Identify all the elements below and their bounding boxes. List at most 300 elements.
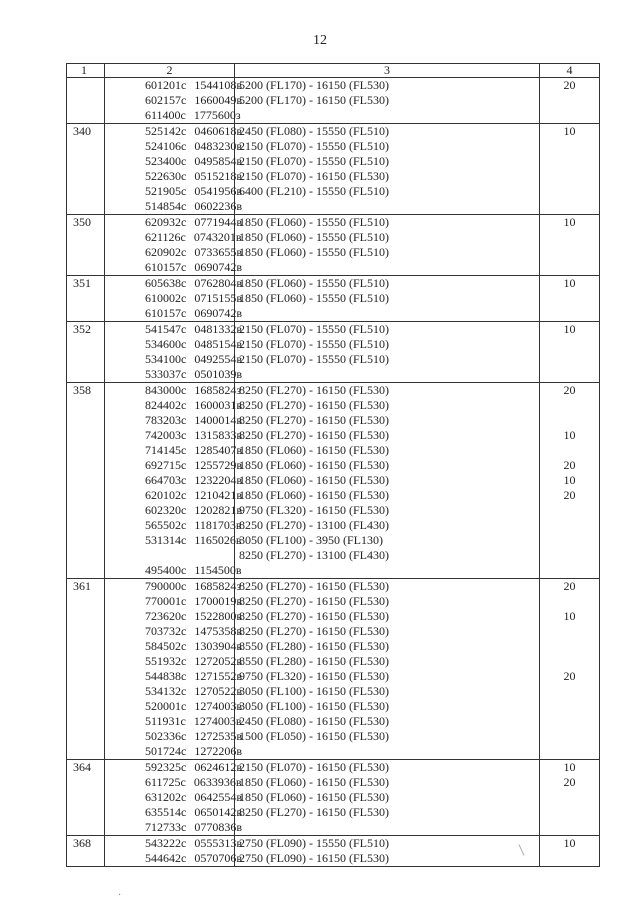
value — [540, 169, 599, 184]
latitude: 524106с — [145, 139, 187, 153]
altitude-range-cell — [235, 579, 540, 760]
longitude: 1685824з — [194, 383, 242, 397]
altitude-range: 1850 (FL060) - 15550 (FL510) — [239, 245, 389, 259]
value — [540, 548, 599, 563]
longitude: 0633936в — [193, 775, 242, 789]
altitude-range — [235, 260, 539, 275]
coordinate-line — [105, 184, 242, 199]
latitude: 712733с — [145, 820, 187, 834]
altitude-range — [235, 367, 539, 382]
coordinate-line — [105, 548, 234, 563]
longitude: 1285407в — [194, 443, 242, 457]
coordinates-cell — [105, 579, 242, 760]
altitude-range-cell — [235, 215, 540, 276]
coordinate-line — [105, 669, 242, 684]
value: 20 — [563, 458, 576, 472]
latitude: 790000с — [145, 579, 187, 593]
longitude: 0570706в — [194, 851, 242, 865]
coordinate-line — [105, 714, 242, 729]
altitude-range — [235, 199, 539, 214]
value: 20 — [563, 78, 576, 92]
value: 20 — [563, 669, 576, 683]
coordinate-line — [105, 820, 242, 835]
coordinate-line — [105, 579, 242, 594]
altitude-range: 1850 (FL060) - 15550 (FL510) — [239, 291, 389, 305]
altitude-range — [235, 820, 539, 835]
coordinate-line — [105, 609, 242, 624]
group-number-cell — [67, 579, 105, 760]
group-number: 358 — [73, 383, 91, 397]
coordinates-cell — [105, 78, 242, 124]
altitude-range — [235, 108, 539, 123]
coordinate-line — [105, 291, 242, 306]
altitude-range-cell — [235, 836, 540, 867]
value — [540, 93, 599, 108]
coordinate-line — [105, 276, 242, 291]
longitude: 0495854в — [194, 154, 242, 168]
latitude: 520001с — [145, 699, 187, 713]
latitude: 692715с — [145, 458, 187, 472]
longitude: 0501039в — [194, 367, 242, 381]
coordinate-line — [105, 413, 242, 428]
value: 20 — [563, 579, 576, 593]
coordinate-line — [105, 215, 242, 230]
altitude-range: 5200 (FL170) - 16150 (FL530) — [239, 93, 389, 107]
altitude-range: 2750 (FL090) - 16150 (FL530) — [239, 851, 389, 865]
table-row — [67, 579, 600, 760]
altitude-range: 8550 (FL280) - 16150 (FL530) — [239, 654, 389, 668]
value — [540, 684, 599, 699]
latitude: 501724с — [145, 744, 187, 758]
altitude-range: 1850 (FL060) - 16150 (FL530) — [239, 458, 389, 472]
latitude: 602320с — [145, 503, 187, 517]
coordinate-line — [105, 322, 242, 337]
longitude: 0715155в — [194, 291, 242, 305]
longitude: 0485154в — [194, 337, 242, 351]
coordinates-cell — [105, 836, 242, 867]
longitude: 0771944в — [194, 215, 242, 229]
latitude: 551932с — [145, 654, 187, 668]
longitude: 1274003в — [193, 714, 242, 728]
table-row — [67, 383, 600, 579]
value — [540, 790, 599, 805]
stray-dot: · — [118, 890, 122, 901]
longitude: 0690742в — [194, 306, 242, 320]
altitude-range: 1850 (FL060) - 16150 (FL530) — [239, 488, 389, 502]
value — [540, 139, 599, 154]
longitude: 1600031в — [194, 398, 242, 412]
latitude: 531314с — [145, 533, 187, 547]
group-number-cell — [67, 836, 105, 867]
longitude: 0743201в — [193, 230, 242, 244]
value: 10 — [563, 215, 576, 229]
latitude: 533037с — [145, 367, 187, 381]
group-number-cell — [67, 322, 105, 383]
group-number-cell — [67, 215, 105, 276]
latitude: 522630с — [145, 169, 187, 183]
latitude: 620902с — [145, 245, 187, 259]
altitude-range-cell — [235, 276, 540, 322]
coordinate-line — [105, 139, 242, 154]
value — [540, 594, 599, 609]
coordinate-line — [105, 699, 242, 714]
coordinates-cell — [105, 760, 242, 836]
altitude-range: 1500 (FL050) - 16150 (FL530) — [239, 729, 389, 743]
altitude-range: 8250 (FL270) - 16150 (FL530) — [239, 383, 389, 397]
longitude: 0733655в — [194, 245, 242, 259]
value — [540, 744, 599, 759]
altitude-range: 1850 (FL060) - 16150 (FL530) — [239, 775, 389, 789]
latitude: 611725с — [145, 775, 186, 789]
group-number: 352 — [73, 322, 91, 336]
coordinate-line — [105, 260, 242, 275]
latitude: 525142с — [145, 124, 187, 138]
longitude: 1522800в — [194, 609, 242, 623]
longitude: 1475358в — [194, 624, 242, 638]
longitude: 0642554в — [194, 790, 242, 804]
value — [540, 624, 599, 639]
latitude: 544838с — [145, 669, 187, 683]
table-body — [67, 78, 600, 867]
value — [540, 639, 599, 654]
value — [540, 654, 599, 669]
coordinate-line — [105, 169, 242, 184]
altitude-range: 6400 (FL210) - 15550 (FL510) — [239, 184, 389, 198]
value — [540, 352, 599, 367]
altitude-range: 8250 (FL270) - 16150 (FL530) — [239, 428, 389, 442]
coordinates-cell — [105, 322, 242, 383]
group-number: 361 — [73, 579, 91, 593]
latitude: 610157с — [145, 306, 187, 320]
value — [540, 699, 599, 714]
table-row — [67, 322, 600, 383]
value — [540, 337, 599, 352]
points-table — [66, 63, 600, 867]
longitude: 0483230в — [194, 139, 242, 153]
altitude-range: 9750 (FL320) - 16150 (FL530) — [239, 503, 389, 517]
altitude-range-cell — [235, 383, 540, 579]
table-row — [67, 215, 600, 276]
header-col-4: 4 — [540, 64, 600, 78]
value: 10 — [563, 836, 576, 850]
group-number-cell — [67, 383, 105, 579]
altitude-range: 1850 (FL060) - 15550 (FL510) — [239, 215, 389, 229]
longitude: 1400014в — [194, 413, 242, 427]
value-cell — [540, 215, 600, 276]
coordinate-line — [105, 398, 242, 413]
altitude-range: 8250 (FL270) - 16150 (FL530) — [239, 398, 389, 412]
coordinate-line — [105, 790, 242, 805]
group-number — [67, 78, 104, 93]
longitude: 1202821в — [194, 503, 242, 517]
latitude: 565502с — [145, 518, 187, 532]
value: 20 — [563, 383, 576, 397]
coordinate-line — [105, 428, 242, 443]
latitude: 534132с — [145, 684, 187, 698]
latitude: 723620с — [145, 609, 187, 623]
altitude-range: 2150 (FL070) - 15550 (FL510) — [239, 139, 389, 153]
longitude: 1544108в — [194, 78, 242, 92]
table-row — [67, 78, 600, 124]
latitude: 584502с — [145, 639, 187, 653]
value — [540, 820, 599, 835]
altitude-range: 2150 (FL070) - 16150 (FL530) — [239, 760, 389, 774]
value: 10 — [563, 276, 576, 290]
altitude-range: 8250 (FL270) - 13100 (FL430) — [239, 548, 389, 562]
table-header-row — [67, 64, 600, 78]
longitude: 1232204в — [194, 473, 242, 487]
latitude: 631202с — [145, 790, 187, 804]
altitude-range: 3050 (FL100) - 16150 (FL530) — [239, 699, 389, 713]
longitude: 0770836в — [194, 820, 242, 834]
coordinate-line — [105, 503, 242, 518]
latitude: 664703с — [145, 473, 187, 487]
latitude: 703732с — [145, 624, 187, 638]
value: 10 — [563, 760, 576, 774]
coordinate-line — [105, 473, 242, 488]
coordinate-line — [105, 93, 242, 108]
coordinate-line — [105, 518, 242, 533]
value — [540, 184, 599, 199]
value — [540, 260, 599, 275]
altitude-range: 2150 (FL070) - 15550 (FL510) — [239, 154, 389, 168]
table-row — [67, 836, 600, 867]
coordinate-line — [105, 851, 242, 866]
group-number-cell — [67, 78, 105, 124]
altitude-range: 2750 (FL090) - 15550 (FL510) — [239, 836, 389, 850]
longitude: 0555313в — [194, 836, 242, 850]
coordinate-line — [105, 563, 242, 578]
header-col-2: 2 — [105, 64, 235, 78]
value — [540, 443, 599, 458]
latitude: 742003с — [145, 428, 187, 442]
value: 10 — [563, 428, 576, 442]
value-cell — [540, 836, 600, 867]
coordinate-line — [105, 729, 242, 744]
altitude-range: 8250 (FL270) - 16150 (FL530) — [239, 805, 389, 819]
coordinate-line — [105, 654, 242, 669]
altitude-range: 9750 (FL320) - 16150 (FL530) — [239, 669, 389, 683]
latitude: 770001с — [145, 594, 187, 608]
value: 20 — [563, 488, 576, 502]
value — [540, 367, 599, 382]
table-row — [67, 760, 600, 836]
altitude-range: 8250 (FL270) - 16150 (FL530) — [239, 594, 389, 608]
latitude: 621126с — [145, 230, 186, 244]
longitude: 1303904в — [194, 639, 242, 653]
latitude: 843000с — [145, 383, 187, 397]
altitude-range: 8550 (FL280) - 16150 (FL530) — [239, 639, 389, 653]
table-row — [67, 124, 600, 215]
altitude-range-cell — [235, 78, 540, 124]
longitude: 1274003в — [194, 699, 242, 713]
longitude: 1700019в — [194, 594, 242, 608]
altitude-range: 2450 (FL080) - 15550 (FL510) — [239, 124, 389, 138]
longitude: 1181703в — [194, 518, 242, 532]
coordinate-line — [105, 684, 242, 699]
latitude: 541547с — [145, 322, 187, 336]
value — [540, 291, 599, 306]
coordinate-line — [105, 624, 242, 639]
longitude: 0541956в — [194, 184, 242, 198]
coordinate-line — [105, 805, 242, 820]
value — [540, 398, 599, 413]
value — [540, 563, 599, 578]
latitude: 602157с — [145, 93, 187, 107]
latitude: 620932с — [145, 215, 187, 229]
coordinate-line — [105, 78, 242, 93]
altitude-range-cell — [235, 760, 540, 836]
value — [540, 851, 599, 866]
coordinates-cell — [105, 276, 242, 322]
altitude-range: 1850 (FL060) - 16150 (FL530) — [239, 443, 389, 457]
longitude: 0690742в — [194, 260, 242, 274]
longitude: 1775600з — [193, 108, 241, 122]
altitude-range — [235, 744, 539, 759]
page-number: 12 — [313, 33, 327, 48]
value — [540, 306, 599, 321]
value-cell — [540, 124, 600, 215]
value — [540, 518, 599, 533]
longitude: 1272052в — [194, 654, 242, 668]
latitude: 502336с — [145, 729, 187, 743]
coordinate-line — [105, 337, 242, 352]
longitude: 1154500в — [194, 563, 242, 577]
value — [540, 533, 599, 548]
coordinates-cell — [105, 383, 242, 579]
coordinate-line — [105, 230, 242, 245]
value-cell — [540, 383, 600, 579]
altitude-range: 8250 (FL270) - 16150 (FL530) — [239, 579, 389, 593]
coordinate-line — [105, 533, 242, 548]
group-number-cell — [67, 276, 105, 322]
longitude: 1165026в — [194, 533, 242, 547]
altitude-range: 3050 (FL100) - 16150 (FL530) — [239, 684, 389, 698]
coordinate-line — [105, 836, 242, 851]
longitude: 1271552в — [194, 669, 242, 683]
value-cell — [540, 760, 600, 836]
altitude-range: 8250 (FL270) - 16150 (FL530) — [239, 413, 389, 427]
longitude: 1210421в — [194, 488, 242, 502]
latitude: 611400с — [145, 108, 186, 122]
value: 10 — [563, 609, 576, 623]
altitude-range: 2450 (FL080) - 16150 (FL530) — [239, 714, 389, 728]
altitude-range: 1850 (FL060) - 16150 (FL530) — [239, 790, 389, 804]
coordinate-line — [105, 367, 242, 382]
longitude: 0492554в — [194, 352, 242, 366]
latitude: 824402с — [145, 398, 187, 412]
latitude: 543222с — [145, 836, 187, 850]
value — [540, 108, 599, 123]
value: 20 — [563, 775, 576, 789]
altitude-range: 1850 (FL060) - 15550 (FL510) — [239, 276, 389, 290]
latitude: 495400с — [145, 563, 187, 577]
coordinate-line — [105, 383, 242, 398]
coordinate-line — [105, 306, 242, 321]
altitude-range: 1850 (FL060) - 16150 (FL530) — [239, 473, 389, 487]
coordinate-line — [105, 108, 241, 123]
coordinate-line — [105, 488, 242, 503]
longitude: 0460618в — [194, 124, 242, 138]
value-cell — [540, 276, 600, 322]
altitude-range: 3050 (FL100) - 3950 (FL130) — [239, 533, 383, 547]
longitude: 1660049в — [194, 93, 242, 107]
value — [540, 413, 599, 428]
group-number: 351 — [73, 276, 91, 290]
coordinate-line — [105, 639, 242, 654]
longitude: 0515218в — [194, 169, 242, 183]
group-number: 368 — [73, 836, 91, 850]
value-cell — [540, 322, 600, 383]
latitude: 601201с — [145, 78, 187, 92]
value — [540, 154, 599, 169]
longitude: 0481332в — [194, 322, 242, 336]
longitude: 0624612в — [194, 760, 242, 774]
latitude: 714145с — [145, 443, 187, 457]
latitude: 783203с — [145, 413, 187, 427]
latitude: 514854с — [145, 199, 187, 213]
value-cell — [540, 78, 600, 124]
group-number: 340 — [73, 124, 91, 138]
altitude-range: 2150 (FL070) - 16150 (FL530) — [239, 169, 389, 183]
coordinate-line — [105, 124, 242, 139]
longitude: 1315833в — [194, 428, 242, 442]
longitude: 1270522в — [194, 684, 242, 698]
group-number: 350 — [73, 215, 91, 229]
group-number: 364 — [73, 760, 91, 774]
latitude: 523400с — [145, 154, 187, 168]
coordinates-cell — [105, 215, 242, 276]
group-number-cell — [67, 760, 105, 836]
coordinate-line — [105, 443, 242, 458]
altitude-range: 8250 (FL270) - 16150 (FL530) — [239, 624, 389, 638]
altitude-range-cell — [235, 322, 540, 383]
value — [540, 805, 599, 820]
value — [540, 199, 599, 214]
coordinate-line — [105, 760, 242, 775]
longitude: 1255729в — [194, 458, 242, 472]
latitude: 610002с — [145, 291, 187, 305]
latitude: 635514с — [145, 805, 187, 819]
coordinates-cell — [105, 124, 242, 215]
value — [540, 503, 599, 518]
value — [540, 230, 599, 245]
latitude: 620102с — [145, 488, 187, 502]
latitude: 544642с — [145, 851, 187, 865]
latitude: 534600с — [145, 337, 187, 351]
longitude: 0762804в — [194, 276, 242, 290]
latitude: 534100с — [145, 352, 187, 366]
coordinate-line — [105, 744, 242, 759]
altitude-range: 8250 (FL270) - 13100 (FL430) — [239, 518, 389, 532]
latitude: 610157с — [145, 260, 187, 274]
altitude-range: 5200 (FL170) - 16150 (FL530) — [239, 78, 389, 92]
latitude: 521905с — [145, 184, 187, 198]
longitude: 0602236в — [194, 199, 242, 213]
coordinate-line — [105, 199, 242, 214]
altitude-range-cell — [235, 124, 540, 215]
longitude: 1685824з — [194, 579, 242, 593]
value-cell — [540, 579, 600, 760]
coordinate-line — [105, 594, 242, 609]
value: 10 — [563, 322, 576, 336]
longitude: 0650142в — [194, 805, 242, 819]
altitude-range: 2150 (FL070) - 15550 (FL510) — [239, 337, 389, 351]
latitude: 605638с — [145, 276, 187, 290]
latitude: 592325с — [145, 760, 187, 774]
altitude-range: 2150 (FL070) - 15550 (FL510) — [239, 322, 389, 336]
altitude-range — [235, 563, 539, 578]
